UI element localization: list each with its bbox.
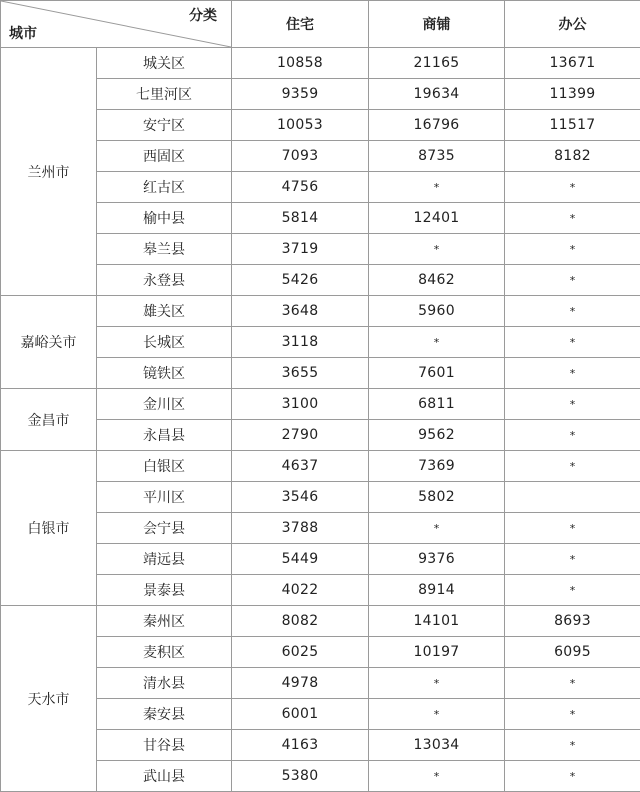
office-price-cell: * bbox=[505, 544, 640, 575]
residential-price-cell: 7093 bbox=[232, 141, 369, 172]
residential-price-cell: 4756 bbox=[232, 172, 369, 203]
column-header-shop: 商铺 bbox=[369, 1, 505, 48]
district-cell: 麦积区 bbox=[97, 637, 232, 668]
residential-price-cell: 6025 bbox=[232, 637, 369, 668]
residential-price-cell: 3648 bbox=[232, 296, 369, 327]
shop-price-cell: 12401 bbox=[369, 203, 505, 234]
residential-price-cell: 10053 bbox=[232, 110, 369, 141]
shop-price-cell: * bbox=[369, 668, 505, 699]
district-cell: 武山县 bbox=[97, 761, 232, 792]
office-price-cell: * bbox=[505, 699, 640, 730]
table-row bbox=[1, 513, 640, 544]
residential-price-cell: 2790 bbox=[232, 420, 369, 451]
district-cell: 雄关区 bbox=[97, 296, 232, 327]
table-row bbox=[1, 265, 640, 296]
table-row bbox=[1, 110, 640, 141]
residential-price-cell: 5426 bbox=[232, 265, 369, 296]
column-header-residential: 住宅 bbox=[232, 1, 369, 48]
office-price-cell: * bbox=[505, 327, 640, 358]
shop-price-cell: 9562 bbox=[369, 420, 505, 451]
shop-price-cell: 8735 bbox=[369, 141, 505, 172]
shop-price-cell: * bbox=[369, 234, 505, 265]
office-price-cell: * bbox=[505, 513, 640, 544]
table-row bbox=[1, 234, 640, 265]
district-cell: 长城区 bbox=[97, 327, 232, 358]
shop-price-cell: 13034 bbox=[369, 730, 505, 761]
table-row bbox=[1, 699, 640, 730]
city-cell: 白银市 bbox=[1, 451, 97, 606]
office-price-cell: * bbox=[505, 296, 640, 327]
table-row bbox=[1, 606, 640, 637]
office-price-cell bbox=[505, 482, 640, 513]
shop-price-cell: * bbox=[369, 699, 505, 730]
shop-price-cell: 14101 bbox=[369, 606, 505, 637]
city-cell: 兰州市 bbox=[1, 48, 97, 296]
residential-price-cell: 10858 bbox=[232, 48, 369, 79]
district-cell: 白银区 bbox=[97, 451, 232, 482]
table-row bbox=[1, 141, 640, 172]
residential-price-cell: 9359 bbox=[232, 79, 369, 110]
table-row bbox=[1, 389, 640, 420]
office-price-cell: * bbox=[505, 265, 640, 296]
office-price-cell: * bbox=[505, 234, 640, 265]
residential-price-cell: 5814 bbox=[232, 203, 369, 234]
shop-price-cell: 8914 bbox=[369, 575, 505, 606]
table-body bbox=[1, 48, 640, 792]
office-price-cell: * bbox=[505, 575, 640, 606]
office-price-cell: 11517 bbox=[505, 110, 640, 141]
office-price-cell: * bbox=[505, 172, 640, 203]
table-row bbox=[1, 172, 640, 203]
district-cell: 秦州区 bbox=[97, 606, 232, 637]
district-cell: 七里河区 bbox=[97, 79, 232, 110]
column-header-office: 办公 bbox=[505, 1, 640, 48]
city-cell: 天水市 bbox=[1, 606, 97, 792]
shop-price-cell: 8462 bbox=[369, 265, 505, 296]
city-label: 城市 bbox=[9, 23, 37, 43]
shop-price-cell: 6811 bbox=[369, 389, 505, 420]
residential-price-cell: 3546 bbox=[232, 482, 369, 513]
district-cell: 永登县 bbox=[97, 265, 232, 296]
district-cell: 安宁区 bbox=[97, 110, 232, 141]
district-cell: 城关区 bbox=[97, 48, 232, 79]
table-row bbox=[1, 203, 640, 234]
district-cell: 会宁县 bbox=[97, 513, 232, 544]
district-cell: 镜铁区 bbox=[97, 358, 232, 389]
table-row bbox=[1, 761, 640, 792]
office-price-cell: * bbox=[505, 203, 640, 234]
district-cell: 甘谷县 bbox=[97, 730, 232, 761]
table-row bbox=[1, 482, 640, 513]
residential-price-cell: 3118 bbox=[232, 327, 369, 358]
category-label: 分类 bbox=[189, 5, 217, 25]
shop-price-cell: * bbox=[369, 327, 505, 358]
header-corner-cell bbox=[1, 1, 232, 48]
shop-price-cell: 7369 bbox=[369, 451, 505, 482]
residential-price-cell: 4022 bbox=[232, 575, 369, 606]
district-cell: 平川区 bbox=[97, 482, 232, 513]
shop-price-cell: 21165 bbox=[369, 48, 505, 79]
district-cell: 清水县 bbox=[97, 668, 232, 699]
shop-price-cell: * bbox=[369, 513, 505, 544]
table-row bbox=[1, 575, 640, 606]
office-price-cell: * bbox=[505, 358, 640, 389]
shop-price-cell: 16796 bbox=[369, 110, 505, 141]
district-cell: 皋兰县 bbox=[97, 234, 232, 265]
shop-price-cell: 19634 bbox=[369, 79, 505, 110]
office-price-cell: * bbox=[505, 420, 640, 451]
shop-price-cell: 5802 bbox=[369, 482, 505, 513]
table-row bbox=[1, 48, 640, 79]
office-price-cell: * bbox=[505, 761, 640, 792]
table-row bbox=[1, 637, 640, 668]
district-cell: 金川区 bbox=[97, 389, 232, 420]
table-row bbox=[1, 420, 640, 451]
table-row bbox=[1, 730, 640, 761]
residential-price-cell: 3100 bbox=[232, 389, 369, 420]
office-price-cell: 13671 bbox=[505, 48, 640, 79]
table-row bbox=[1, 544, 640, 575]
table-row bbox=[1, 327, 640, 358]
residential-price-cell: 3788 bbox=[232, 513, 369, 544]
shop-price-cell: 10197 bbox=[369, 637, 505, 668]
residential-price-cell: 5380 bbox=[232, 761, 369, 792]
residential-price-cell: 4978 bbox=[232, 668, 369, 699]
district-cell: 永昌县 bbox=[97, 420, 232, 451]
district-cell: 靖远县 bbox=[97, 544, 232, 575]
residential-price-cell: 3719 bbox=[232, 234, 369, 265]
office-price-cell: * bbox=[505, 668, 640, 699]
table-row bbox=[1, 296, 640, 327]
table-row bbox=[1, 79, 640, 110]
residential-price-cell: 3655 bbox=[232, 358, 369, 389]
shop-price-cell: * bbox=[369, 761, 505, 792]
shop-price-cell: 7601 bbox=[369, 358, 505, 389]
office-price-cell: * bbox=[505, 451, 640, 482]
office-price-cell: 6095 bbox=[505, 637, 640, 668]
residential-price-cell: 6001 bbox=[232, 699, 369, 730]
shop-price-cell: * bbox=[369, 172, 505, 203]
office-price-cell: 11399 bbox=[505, 79, 640, 110]
district-cell: 西固区 bbox=[97, 141, 232, 172]
table-row bbox=[1, 451, 640, 482]
district-cell: 榆中县 bbox=[97, 203, 232, 234]
table-row bbox=[1, 668, 640, 699]
shop-price-cell: 5960 bbox=[369, 296, 505, 327]
district-cell: 红古区 bbox=[97, 172, 232, 203]
office-price-cell: 8693 bbox=[505, 606, 640, 637]
residential-price-cell: 4637 bbox=[232, 451, 369, 482]
table-row bbox=[1, 358, 640, 389]
header-row bbox=[1, 1, 640, 48]
city-cell: 嘉峪关市 bbox=[1, 296, 97, 389]
residential-price-cell: 5449 bbox=[232, 544, 369, 575]
shop-price-cell: 9376 bbox=[369, 544, 505, 575]
district-cell: 景泰县 bbox=[97, 575, 232, 606]
district-cell: 秦安县 bbox=[97, 699, 232, 730]
residential-price-cell: 4163 bbox=[232, 730, 369, 761]
office-price-cell: 8182 bbox=[505, 141, 640, 172]
residential-price-cell: 8082 bbox=[232, 606, 369, 637]
office-price-cell: * bbox=[505, 730, 640, 761]
city-cell: 金昌市 bbox=[1, 389, 97, 451]
office-price-cell: * bbox=[505, 389, 640, 420]
